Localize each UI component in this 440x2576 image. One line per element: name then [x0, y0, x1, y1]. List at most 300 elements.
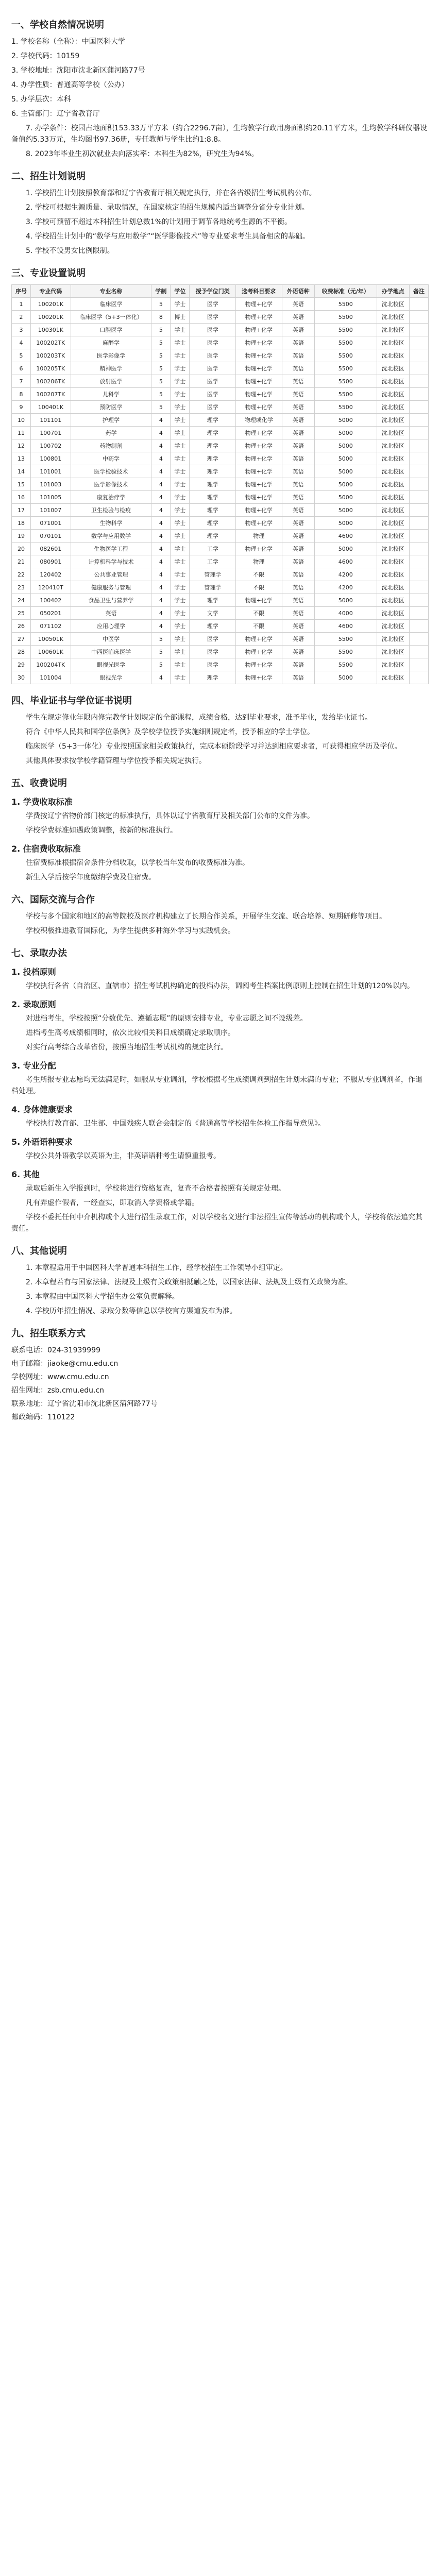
table-cell: 英语	[282, 375, 314, 388]
table-cell: 沈北校区	[377, 594, 409, 607]
table-cell: 5500	[314, 362, 377, 375]
table-cell: 沈北校区	[377, 555, 409, 568]
section-title: 八、其他说明	[11, 1246, 67, 1257]
table-cell: 100201K	[31, 298, 71, 311]
table-row	[12, 439, 429, 452]
table-cell: 8	[151, 311, 171, 324]
table-cell: 学士	[171, 336, 190, 349]
table-cell: 物理+化学	[236, 375, 282, 388]
table-cell: 沈北校区	[377, 633, 409, 646]
paragraph: 3. 本章程由中国医科大学招生办公室负责解释。	[26, 1293, 179, 1301]
table-cell: 放射医学	[71, 375, 151, 388]
table-row	[12, 530, 429, 543]
table-cell: 物理+化学	[236, 427, 282, 439]
table-cell	[409, 568, 428, 581]
table-cell	[409, 491, 428, 504]
table-cell	[409, 362, 428, 375]
table-cell: 英语	[282, 530, 314, 543]
paragraph: 4. 学校招生计划中的“数学与应用数学”“医学影像技术”等专业要求考生具备相应的基础。	[26, 232, 310, 241]
table-cell: 口腔医学	[71, 324, 151, 336]
table-row	[12, 375, 429, 388]
table-row	[12, 517, 429, 530]
table-cell: 理学	[190, 530, 236, 543]
subsection-title: 1. 投档原则	[11, 967, 56, 977]
table-cell	[409, 517, 428, 530]
table-cell: 学士	[171, 375, 190, 388]
table-cell: 理学	[190, 465, 236, 478]
contact-website[interactable]: 学校网址：www.cmu.edu.cn	[11, 1373, 109, 1381]
table-cell: 19	[12, 530, 31, 543]
table-cell: 100501K	[31, 633, 71, 646]
paragraph: 录取后新生入学报到时，学校将进行资格复查，复查不合格者按照有关规定处理。	[26, 1184, 285, 1193]
table-header-cell: 收费标准（元/年）	[314, 285, 377, 298]
table-cell: 学士	[171, 465, 190, 478]
table-cell: 学士	[171, 324, 190, 336]
table-cell: 物理+化学	[236, 336, 282, 349]
table-cell: 精神医学	[71, 362, 151, 375]
table-cell: 7	[12, 375, 31, 388]
table-cell: 5	[151, 401, 171, 414]
table-cell: 4	[151, 607, 171, 620]
table-cell: 28	[12, 646, 31, 658]
section-contact	[11, 1326, 429, 1423]
table-cell: 物理+化学	[236, 439, 282, 452]
table-cell: 4	[151, 439, 171, 452]
table-cell: 沈北校区	[377, 298, 409, 311]
table-cell: 沈北校区	[377, 349, 409, 362]
table-cell: 护理学	[71, 414, 151, 427]
table-cell: 4	[151, 555, 171, 568]
table-cell: 5	[151, 349, 171, 362]
table-cell: 4	[151, 530, 171, 543]
table-cell: 12	[12, 439, 31, 452]
table-cell: 学士	[171, 658, 190, 671]
table-cell: 物理+化学	[236, 465, 282, 478]
paragraph: 7. 办学条件：校园占地面积153.33万平方米（约合2296.7亩），生均教学行政用房面积约20.11平方米，生均教学科研仪器设备值约5.33万元，生均图书97.36册，专任教师与学生比约1:8.8。	[11, 124, 427, 144]
table-cell: 4600	[314, 555, 377, 568]
table-cell: 临床医学	[71, 298, 151, 311]
table-cell: 理学	[190, 671, 236, 684]
table-cell: 博士	[171, 311, 190, 324]
paragraph: 住宿费标准根据宿舍条件分档收取，以学校当年发布的收费标准为准。	[26, 859, 249, 867]
table-cell: 29	[12, 658, 31, 671]
subsection-title: 1. 学费收取标准	[11, 797, 73, 807]
table-cell	[409, 504, 428, 517]
table-cell: 5500	[314, 401, 377, 414]
table-cell: 5	[151, 658, 171, 671]
table-cell: 100401K	[31, 401, 71, 414]
paragraph: 学校执行各省（自治区、直辖市）招生考试机构确定的投档办法，调阅考生档案比例原则上控制在招生计划的120%以内。	[26, 982, 415, 990]
table-cell: 沈北校区	[377, 581, 409, 594]
table-cell: 沈北校区	[377, 427, 409, 439]
section-admission	[11, 946, 429, 1234]
table-cell	[409, 646, 428, 658]
table-cell: 不限	[236, 620, 282, 633]
section-other	[11, 1244, 429, 1317]
table-header-row	[12, 285, 429, 298]
table-cell: 医学	[190, 646, 236, 658]
major-table-wrapper	[11, 284, 429, 684]
table-cell: 物理+化学	[236, 517, 282, 530]
table-cell: 5500	[314, 658, 377, 671]
table-cell: 沈北校区	[377, 530, 409, 543]
table-cell: 4	[151, 671, 171, 684]
table-cell: 英语	[282, 504, 314, 517]
section-title: 六、国际交流与合作	[11, 894, 95, 905]
table-cell: 医学	[190, 324, 236, 336]
table-cell: 4600	[314, 530, 377, 543]
contact-phone: 联系电话：024-31939999	[11, 1346, 101, 1354]
table-row	[12, 311, 429, 324]
table-cell	[409, 658, 428, 671]
table-cell: 物理+化学	[236, 452, 282, 465]
table-cell: 药学	[71, 427, 151, 439]
table-cell: 理学	[190, 504, 236, 517]
table-cell	[409, 324, 428, 336]
table-cell: 物理+化学	[236, 324, 282, 336]
subsection-title: 2. 录取原则	[11, 999, 56, 1009]
table-cell: 4200	[314, 568, 377, 581]
table-cell: 英语	[282, 491, 314, 504]
table-cell: 文学	[190, 607, 236, 620]
table-cell: 25	[12, 607, 31, 620]
table-cell: 沈北校区	[377, 620, 409, 633]
section-title: 四、毕业证书与学位证书说明	[11, 696, 132, 706]
table-cell: 中西医临床医学	[71, 646, 151, 658]
table-row	[12, 581, 429, 594]
table-cell: 101004	[31, 671, 71, 684]
table-cell: 沈北校区	[377, 607, 409, 620]
section-title: 九、招生联系方式	[11, 1328, 86, 1339]
table-cell: 管理学	[190, 568, 236, 581]
table-cell	[409, 452, 428, 465]
table-cell: 学士	[171, 427, 190, 439]
table-cell: 英语	[282, 594, 314, 607]
table-cell: 英语	[282, 298, 314, 311]
contact-email[interactable]: 电子邮箱：jiaoke@cmu.edu.cn	[11, 1360, 119, 1368]
table-header-cell: 序号	[12, 285, 31, 298]
table-row	[12, 491, 429, 504]
table-cell: 不限	[236, 607, 282, 620]
table-cell: 4	[151, 465, 171, 478]
table-cell: 5500	[314, 324, 377, 336]
table-cell: 050201	[31, 607, 71, 620]
paragraph: 2. 学校可根据生源质量、录取情况，在国家核定的招生规模内适当调整分省分专业计划。	[26, 204, 309, 212]
table-cell: 5500	[314, 375, 377, 388]
paragraph: 学校执行教育部、卫生部、中国残疾人联合会制定的《普通高等学校招生体检工作指导意见》。	[26, 1120, 325, 1128]
table-row	[12, 452, 429, 465]
paragraph: 学校公共外语教学以英语为主，非英语语种考生请慎重报考。	[26, 1152, 221, 1160]
table-cell: 物理+化学	[236, 388, 282, 401]
table-cell: 4	[151, 517, 171, 530]
subsection-title: 2. 住宿费收取标准	[11, 844, 81, 854]
table-row	[12, 646, 429, 658]
table-cell: 沈北校区	[377, 465, 409, 478]
paragraph: 1. 学校名称（全称）：中国医科大学	[11, 38, 125, 46]
table-cell: 预防医学	[71, 401, 151, 414]
table-cell: 8	[12, 388, 31, 401]
table-cell: 100206TK	[31, 375, 71, 388]
table-cell: 英语	[282, 452, 314, 465]
table-cell: 卫生检验与检疫	[71, 504, 151, 517]
table-cell: 学士	[171, 414, 190, 427]
table-cell: 物理+化学	[236, 298, 282, 311]
table-cell: 学士	[171, 504, 190, 517]
table-cell: 物理+化学	[236, 646, 282, 658]
table-cell: 4600	[314, 620, 377, 633]
paragraph: 临床医学（5+3一体化）专业按照国家相关政策执行，完成本硕阶段学习并达到相应要求者，可获得相应学历及学位。	[26, 742, 402, 751]
table-cell: 物理+化学	[236, 362, 282, 375]
table-cell: 学士	[171, 491, 190, 504]
paragraph: 凡有弄虚作假者，一经查实，即取消入学资格或学籍。	[26, 1199, 199, 1207]
table-cell: 理学	[190, 620, 236, 633]
table-cell: 英语	[282, 349, 314, 362]
table-cell: 5500	[314, 349, 377, 362]
table-cell: 沈北校区	[377, 517, 409, 530]
table-cell: 5000	[314, 517, 377, 530]
table-cell: 英语	[282, 336, 314, 349]
table-cell: 18	[12, 517, 31, 530]
table-cell: 5500	[314, 298, 377, 311]
table-cell: 医学	[190, 658, 236, 671]
paragraph: 学校学费标准如遇政策调整，按新的标准执行。	[26, 826, 177, 835]
table-cell: 101007	[31, 504, 71, 517]
table-cell: 沈北校区	[377, 671, 409, 684]
table-cell: 070101	[31, 530, 71, 543]
contact-admission-website[interactable]: 招生网址：zsb.cmu.edu.cn	[11, 1386, 105, 1395]
paragraph: 对进档考生，学校按照“分数优先、遵循志愿”的原则安排专业，专业志愿之间不设级差。	[26, 1014, 308, 1023]
table-cell: 学士	[171, 478, 190, 491]
paragraph: 对实行高考综合改革省份，按照当地招生考试机构的规定执行。	[26, 1043, 228, 1052]
table-row	[12, 401, 429, 414]
table-cell: 26	[12, 620, 31, 633]
table-cell: 学士	[171, 401, 190, 414]
table-cell: 英语	[71, 607, 151, 620]
table-cell: 4	[151, 452, 171, 465]
table-cell: 5	[151, 362, 171, 375]
paragraph: 6. 主管部门：辽宁省教育厅	[11, 110, 100, 118]
table-cell: 沈北校区	[377, 646, 409, 658]
table-cell: 071001	[31, 517, 71, 530]
table-cell: 5000	[314, 414, 377, 427]
table-cell: 学士	[171, 362, 190, 375]
table-cell: 5000	[314, 491, 377, 504]
table-cell: 公共事业管理	[71, 568, 151, 581]
paragraph: 学校积极推进教育国际化，为学生提供多种海外学习与实践机会。	[26, 927, 235, 935]
table-cell: 5000	[314, 543, 377, 555]
table-cell: 22	[12, 568, 31, 581]
table-cell: 5000	[314, 465, 377, 478]
table-cell	[409, 298, 428, 311]
table-cell: 5	[12, 349, 31, 362]
table-row	[12, 414, 429, 427]
table-header-cell: 专业代码	[31, 285, 71, 298]
table-cell: 沈北校区	[377, 452, 409, 465]
table-cell: 4	[151, 620, 171, 633]
table-cell: 沈北校区	[377, 491, 409, 504]
table-cell: 麻醉学	[71, 336, 151, 349]
table-cell: 100202TK	[31, 336, 71, 349]
table-cell	[409, 465, 428, 478]
table-cell: 沈北校区	[377, 414, 409, 427]
table-cell: 沈北校区	[377, 504, 409, 517]
table-cell: 沈北校区	[377, 401, 409, 414]
paragraph: 进档考生高考成绩相同时，依次比较相关科目成绩确定录取顺序。	[26, 1029, 235, 1037]
table-cell: 17	[12, 504, 31, 517]
table-cell: 5500	[314, 388, 377, 401]
paragraph: 4. 办学性质：普通高等学校（公办）	[11, 81, 129, 89]
table-cell: 24	[12, 594, 31, 607]
paragraph: 考生所报专业志愿均无法满足时，如服从专业调剂，学校根据考生成绩调剂到招生计划未满的专业；不服从专业调剂者，作退档处理。	[11, 1076, 422, 1095]
paragraph: 学费按辽宁省物价部门核定的标准执行，具体以辽宁省教育厅及相关部门公布的文件为准。	[26, 812, 314, 820]
table-cell: 物理	[236, 555, 282, 568]
table-row	[12, 362, 429, 375]
table-cell: 20	[12, 543, 31, 555]
section-major-table	[11, 266, 429, 684]
table-cell: 物理+化学	[236, 311, 282, 324]
table-cell: 14	[12, 465, 31, 478]
table-cell: 物理	[236, 530, 282, 543]
table-cell: 学士	[171, 594, 190, 607]
table-row	[12, 607, 429, 620]
table-row	[12, 555, 429, 568]
table-cell: 5000	[314, 478, 377, 491]
table-cell: 临床医学（5+3一体化）	[71, 311, 151, 324]
paragraph: 新生入学后按学年度缴纳学费及住宿费。	[26, 873, 156, 882]
table-cell: 学士	[171, 581, 190, 594]
table-row	[12, 594, 429, 607]
paragraph: 学生在规定修业年限内修完教学计划规定的全部课程，成绩合格，达到毕业要求，准予毕业，发给毕业证书。	[26, 714, 372, 722]
table-cell: 1	[12, 298, 31, 311]
table-cell: 4	[151, 504, 171, 517]
table-cell	[409, 388, 428, 401]
table-cell: 3	[12, 324, 31, 336]
table-cell: 物理+化学	[236, 504, 282, 517]
table-cell: 英语	[282, 427, 314, 439]
table-row	[12, 568, 429, 581]
paragraph: 3. 学校可预留不超过本科招生计划总数1%的计划用于调节各地统考生源的不平衡。	[26, 218, 292, 226]
table-cell: 学士	[171, 298, 190, 311]
paragraph: 8. 2023年毕业生初次就业去向落实率：本科生为82%，研究生为94%。	[26, 150, 259, 158]
table-cell: 健康服务与管理	[71, 581, 151, 594]
table-cell: 100801	[31, 452, 71, 465]
table-cell: 100201K	[31, 311, 71, 324]
table-cell: 沈北校区	[377, 478, 409, 491]
table-cell: 物理+化学	[236, 349, 282, 362]
table-row	[12, 478, 429, 491]
table-cell: 医学	[190, 401, 236, 414]
section-title: 三、专业设置说明	[11, 268, 86, 279]
paragraph: 1. 学校招生计划按照教育部和辽宁省教育厅相关规定执行，并在各省级招生考试机构公布。	[26, 189, 316, 197]
table-cell: 医学	[190, 362, 236, 375]
table-cell: 医学影像技术	[71, 478, 151, 491]
table-cell: 4	[151, 543, 171, 555]
table-cell: 理学	[190, 594, 236, 607]
table-cell: 英语	[282, 633, 314, 646]
table-cell	[409, 414, 428, 427]
table-cell	[409, 530, 428, 543]
table-cell: 物理或化学	[236, 414, 282, 427]
table-cell	[409, 375, 428, 388]
table-cell: 13	[12, 452, 31, 465]
major-table	[11, 284, 429, 684]
table-cell: 理学	[190, 452, 236, 465]
table-cell: 医学	[190, 388, 236, 401]
table-cell: 学士	[171, 452, 190, 465]
table-cell	[409, 555, 428, 568]
table-cell: 5000	[314, 427, 377, 439]
table-row	[12, 658, 429, 671]
table-cell: 学士	[171, 555, 190, 568]
table-cell: 物理+化学	[236, 491, 282, 504]
table-header-cell: 备注	[409, 285, 428, 298]
table-cell: 学士	[171, 633, 190, 646]
table-cell: 理学	[190, 414, 236, 427]
table-cell: 9	[12, 401, 31, 414]
table-cell: 学士	[171, 607, 190, 620]
table-header-cell: 选考科目要求	[236, 285, 282, 298]
table-cell: 100702	[31, 439, 71, 452]
table-cell	[409, 427, 428, 439]
table-row	[12, 388, 429, 401]
paragraph: 4. 学校历年招生情况、录取分数等信息以学校官方渠道发布为准。	[26, 1307, 237, 1315]
table-cell: 学士	[171, 620, 190, 633]
table-cell: 5	[151, 336, 171, 349]
table-row	[12, 465, 429, 478]
table-cell: 5	[151, 633, 171, 646]
table-cell: 英语	[282, 362, 314, 375]
table-cell: 080901	[31, 555, 71, 568]
table-cell: 物理+化学	[236, 594, 282, 607]
table-cell: 5	[151, 646, 171, 658]
table-cell: 医学影像学	[71, 349, 151, 362]
table-cell: 中医学	[71, 633, 151, 646]
subsection-title: 4. 身体健康要求	[11, 1105, 73, 1114]
table-cell: 4	[151, 568, 171, 581]
table-cell: 英语	[282, 439, 314, 452]
table-cell: 中药学	[71, 452, 151, 465]
table-cell: 101005	[31, 491, 71, 504]
table-cell: 4	[151, 478, 171, 491]
table-cell: 10	[12, 414, 31, 427]
table-cell: 英语	[282, 543, 314, 555]
table-cell: 100204TK	[31, 658, 71, 671]
table-cell: 物理+化学	[236, 478, 282, 491]
table-cell: 学士	[171, 388, 190, 401]
table-cell: 医学	[190, 336, 236, 349]
table-cell: 5000	[314, 439, 377, 452]
table-cell: 071102	[31, 620, 71, 633]
table-cell: 工学	[190, 555, 236, 568]
table-cell	[409, 349, 428, 362]
table-cell: 4	[151, 594, 171, 607]
table-row	[12, 543, 429, 555]
table-cell: 眼视光医学	[71, 658, 151, 671]
table-cell: 学士	[171, 349, 190, 362]
table-cell	[409, 633, 428, 646]
table-cell: 不限	[236, 581, 282, 594]
table-cell: 英语	[282, 478, 314, 491]
paragraph: 1. 本章程适用于中国医科大学普通本科招生工作，经学校招生工作领导小组审定。	[26, 1264, 287, 1272]
table-header-cell: 学制	[151, 285, 171, 298]
table-cell: 沈北校区	[377, 311, 409, 324]
table-cell: 27	[12, 633, 31, 646]
table-cell: 管理学	[190, 581, 236, 594]
section-title: 五、收费说明	[11, 778, 67, 789]
paragraph: 2. 本章程若有与国家法律、法规及上级有关政策相抵触之处，以国家法律、法规及上级有关政策为准。	[26, 1278, 352, 1286]
table-cell: 100205TK	[31, 362, 71, 375]
table-cell: 5	[151, 324, 171, 336]
